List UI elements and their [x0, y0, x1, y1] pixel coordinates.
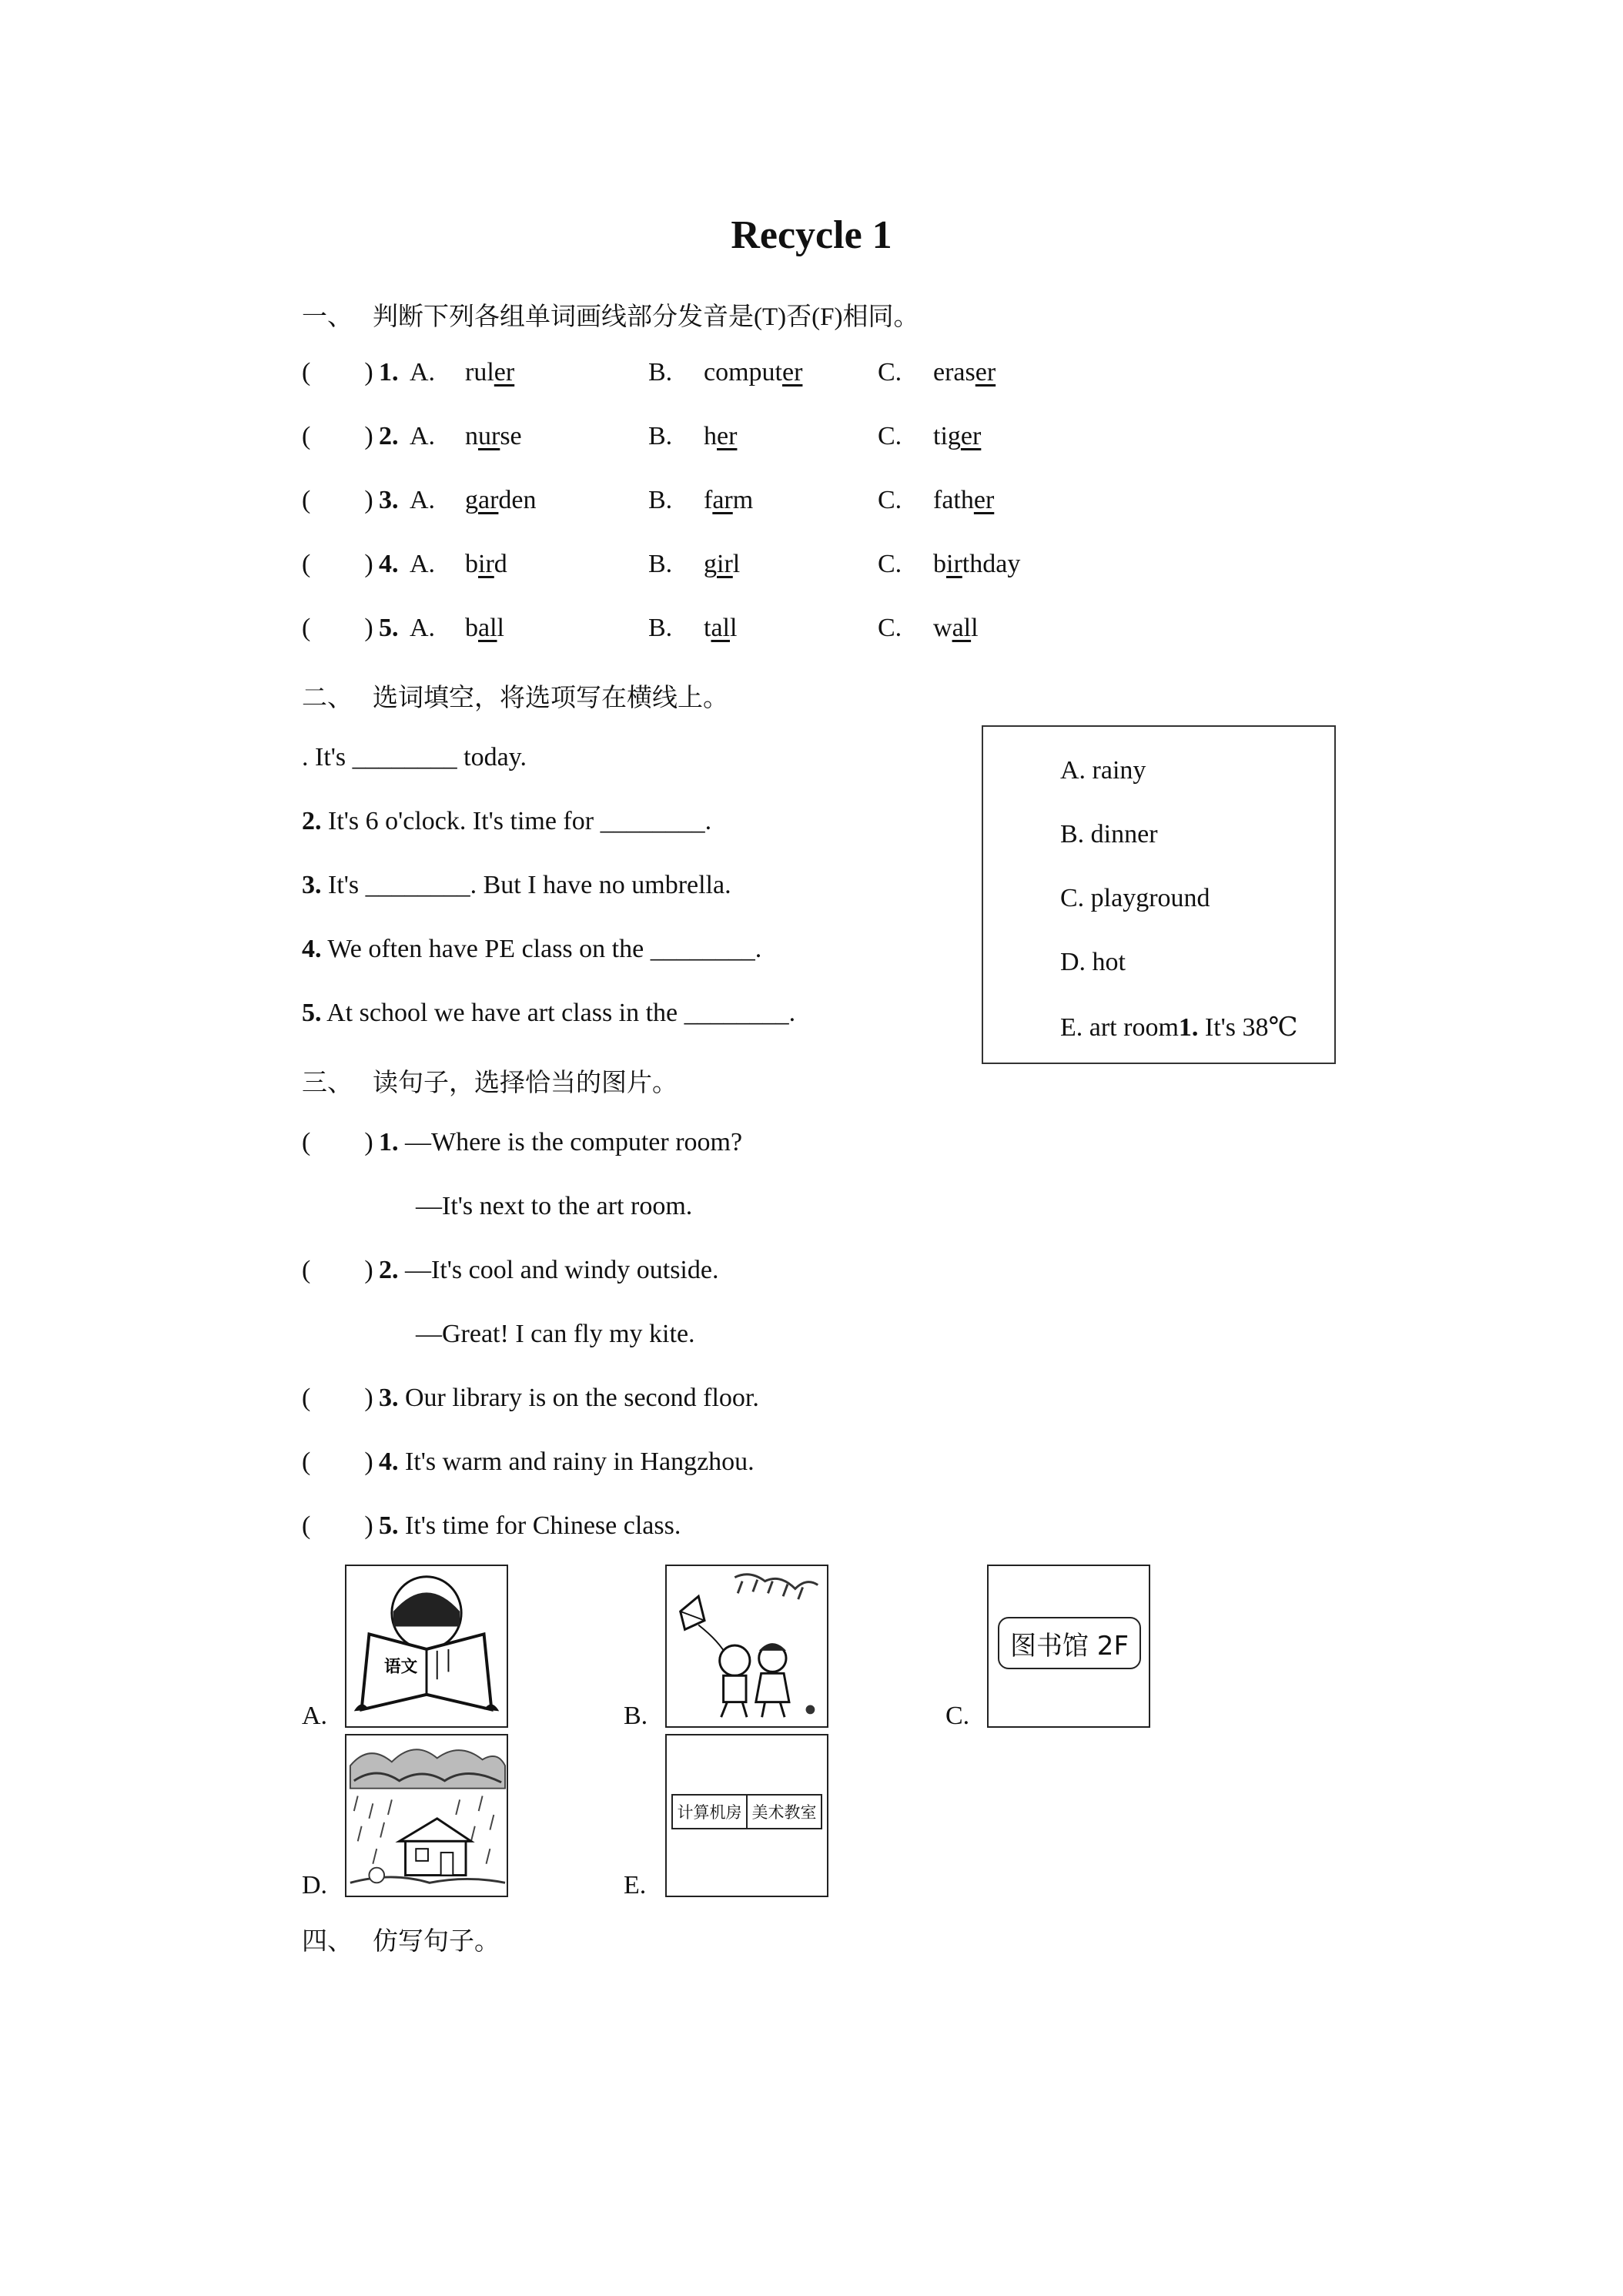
answer-bracket[interactable]: ( ) [302, 1511, 373, 1540]
section-4-heading [302, 1921, 500, 1957]
option-label-c: C. [878, 422, 902, 450]
word-a: ball [465, 614, 504, 642]
option-label-c: C. [878, 550, 902, 578]
fill-sentence-5: 5. At school we have art class in the ________. [302, 999, 796, 1027]
option-label-b: B. [648, 422, 673, 450]
book-cover-text: 语文 [384, 1657, 418, 1677]
match-item-5: 5. It's time for Chinese class. [379, 1511, 681, 1540]
section-title: 判断下列各组单词画线部分发音是(T)否(F)相同。 [373, 303, 919, 331]
fill-sentence-3: 3. It's ________. But I have no umbrella. [302, 871, 731, 899]
section-number: 三、 [302, 1069, 353, 1097]
reading-child-icon [346, 1566, 507, 1726]
answer-bracket[interactable]: ( ) [302, 1448, 373, 1476]
option-label-b: B. [648, 550, 673, 578]
option-label-a: A. [410, 358, 436, 387]
option-label-c: C. [878, 614, 902, 642]
option-label-a: A. [410, 486, 436, 514]
fill-sentence-1: . It's ________ today. [302, 743, 527, 771]
word-a: nurse [465, 422, 522, 450]
word-b: girl [704, 550, 741, 578]
option-a: A. rainy [1060, 756, 1146, 785]
section-title: 仿写句子。 [373, 1928, 500, 1956]
answer-bracket[interactable]: ( ) [302, 422, 373, 450]
word-b: her [704, 422, 738, 450]
answer-bracket[interactable]: ( ) [302, 358, 373, 387]
answer-bracket[interactable]: ( ) [302, 1384, 373, 1412]
word-b: tall [704, 614, 738, 642]
answer-bracket[interactable]: ( ) [302, 614, 373, 642]
section-title: 读句子，选择恰当的图片。 [373, 1069, 678, 1097]
word-c: father [933, 486, 995, 514]
art-room-sign: 美术教室 [751, 1803, 817, 1822]
option-d: D. hot [1060, 948, 1126, 976]
option-label-a: A. [410, 422, 436, 450]
section-title: 选词填空，将选项写在横线上。 [373, 684, 728, 712]
answer-bracket[interactable]: ( ) [302, 550, 373, 578]
page-title: Recycle 1 [731, 213, 892, 257]
match-item-4: 4. It's warm and rainy in Hangzhou. [379, 1448, 755, 1476]
picture-b-label: B. [624, 1702, 648, 1730]
picture-a-reading-book [345, 1565, 508, 1728]
picture-e-label: E. [624, 1871, 647, 1899]
word-options-box [982, 725, 1336, 1064]
match-item-2-reply: —Great! I can fly my kite. [416, 1320, 695, 1348]
option-b: B. dinner [1060, 820, 1158, 848]
option-e: E. art room1. It's 38℃ [1060, 1013, 1298, 1042]
option-label-b: B. [648, 358, 673, 387]
picture-d-label: D. [302, 1871, 328, 1899]
fill-sentence-2: 2. It's 6 o'clock. It's time for ________. [302, 807, 712, 835]
word-b: computer [704, 358, 803, 387]
question-number: 5. [379, 614, 399, 642]
fill-sentence-4: 4. We often have PE class on the ________. [302, 935, 762, 963]
word-b: farm [704, 486, 754, 514]
word-c: wall [933, 614, 979, 642]
option-label-b: B. [648, 486, 673, 514]
answer-bracket[interactable]: ( ) [302, 1128, 373, 1156]
word-a: bird [465, 550, 507, 578]
picture-d-rainy-house [345, 1734, 508, 1897]
picture-e-room-signs [665, 1734, 828, 1897]
section-2-heading [302, 678, 728, 714]
question-number: 2. [379, 422, 399, 450]
picture-a-label: A. [302, 1702, 328, 1730]
word-a: garden [465, 486, 537, 514]
picture-c-library-sign [987, 1565, 1150, 1728]
answer-bracket[interactable]: ( ) [302, 1256, 373, 1284]
word-c: birthday [933, 550, 1021, 578]
option-label-a: A. [410, 614, 436, 642]
question-number: 4. [379, 550, 399, 578]
word-a: ruler [465, 358, 515, 387]
answer-bracket[interactable]: ( ) [302, 486, 373, 514]
option-label-c: C. [878, 358, 902, 387]
word-c: tiger [933, 422, 982, 450]
option-label-c: C. [878, 486, 902, 514]
kite-children-icon [667, 1566, 827, 1726]
option-label-b: B. [648, 614, 673, 642]
section-number: 一、 [302, 303, 353, 331]
room-signs [671, 1794, 822, 1829]
option-label-a: A. [410, 550, 436, 578]
section-3-heading [302, 1063, 678, 1099]
match-item-2: 2. —It's cool and windy outside. [379, 1256, 719, 1284]
match-item-1: 1. —Where is the computer room? [379, 1128, 743, 1156]
option-c: C. playground [1060, 884, 1210, 912]
section-number: 四、 [302, 1928, 353, 1956]
match-item-1-reply: —It's next to the art room. [416, 1192, 693, 1220]
word-c: eraser [933, 358, 996, 387]
question-number: 1. [379, 358, 399, 387]
match-item-3: 3. Our library is on the second floor. [379, 1384, 759, 1412]
section-1-heading [302, 296, 919, 333]
section-number: 二、 [302, 684, 353, 712]
library-sign: 图书馆 2F [998, 1617, 1141, 1669]
picture-c-label: C. [945, 1702, 970, 1730]
rain-house-icon [346, 1735, 507, 1896]
question-number: 3. [379, 486, 399, 514]
computer-room-sign: 计算机房 [673, 1796, 748, 1828]
picture-b-flying-kite [665, 1565, 828, 1728]
